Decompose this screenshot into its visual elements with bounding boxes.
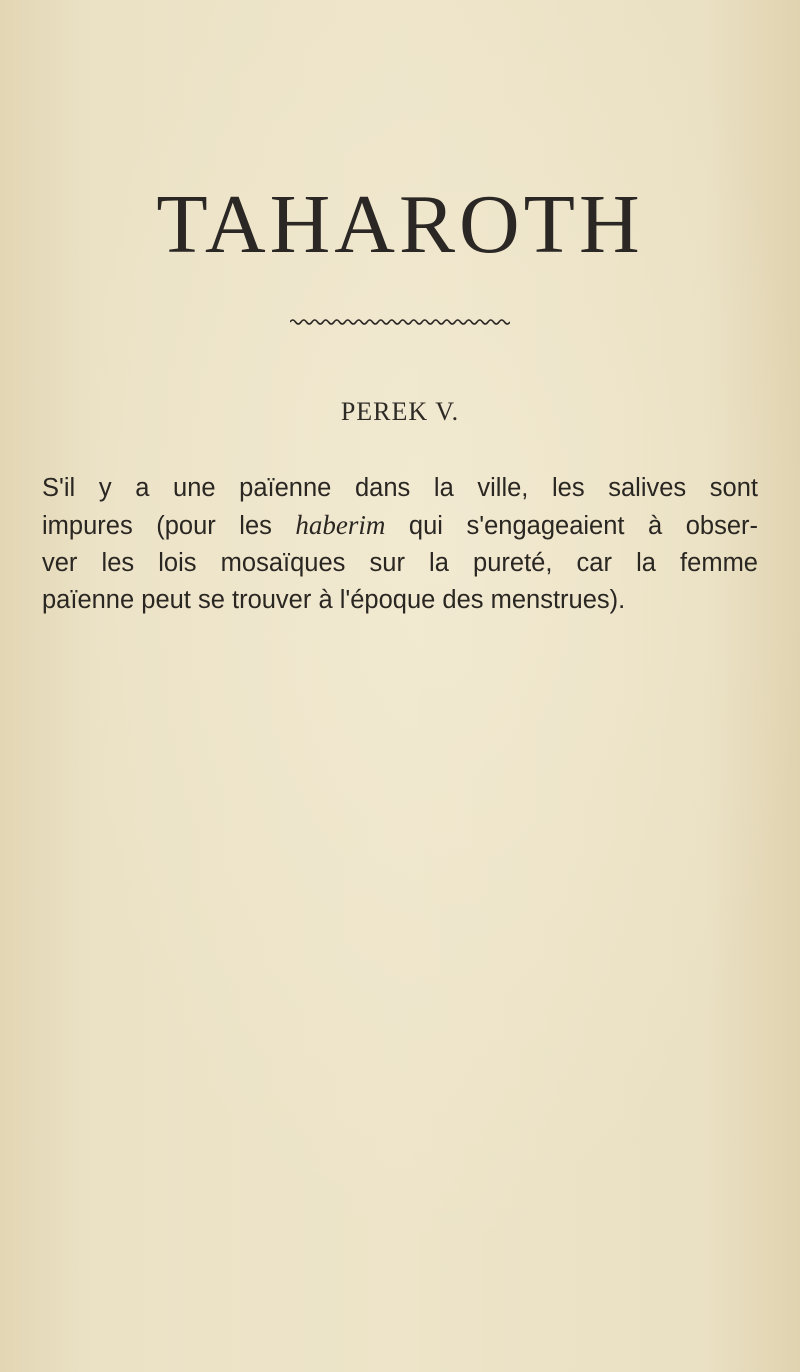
body-paragraph <box>42 470 758 619</box>
paragraph-line: ver les lois mosaïques sur la pureté, car la femme <box>42 549 758 577</box>
page-title: TAHAROTH <box>156 178 644 271</box>
italic-term: haberim <box>295 510 386 540</box>
section-heading: PEREK V. <box>340 397 460 426</box>
paragraph-text: qui s'engageaient à obser- <box>385 512 758 540</box>
paragraph-line <box>42 507 758 545</box>
decorative-wavy-rule <box>290 318 510 326</box>
paragraph-line: S'il y a une païenne dans la ville, les salives sont <box>42 474 758 502</box>
paragraph-line: païenne peut se trouver à l'époque des menstrues). <box>42 586 626 614</box>
paragraph-text: impures (pour les <box>42 512 296 540</box>
